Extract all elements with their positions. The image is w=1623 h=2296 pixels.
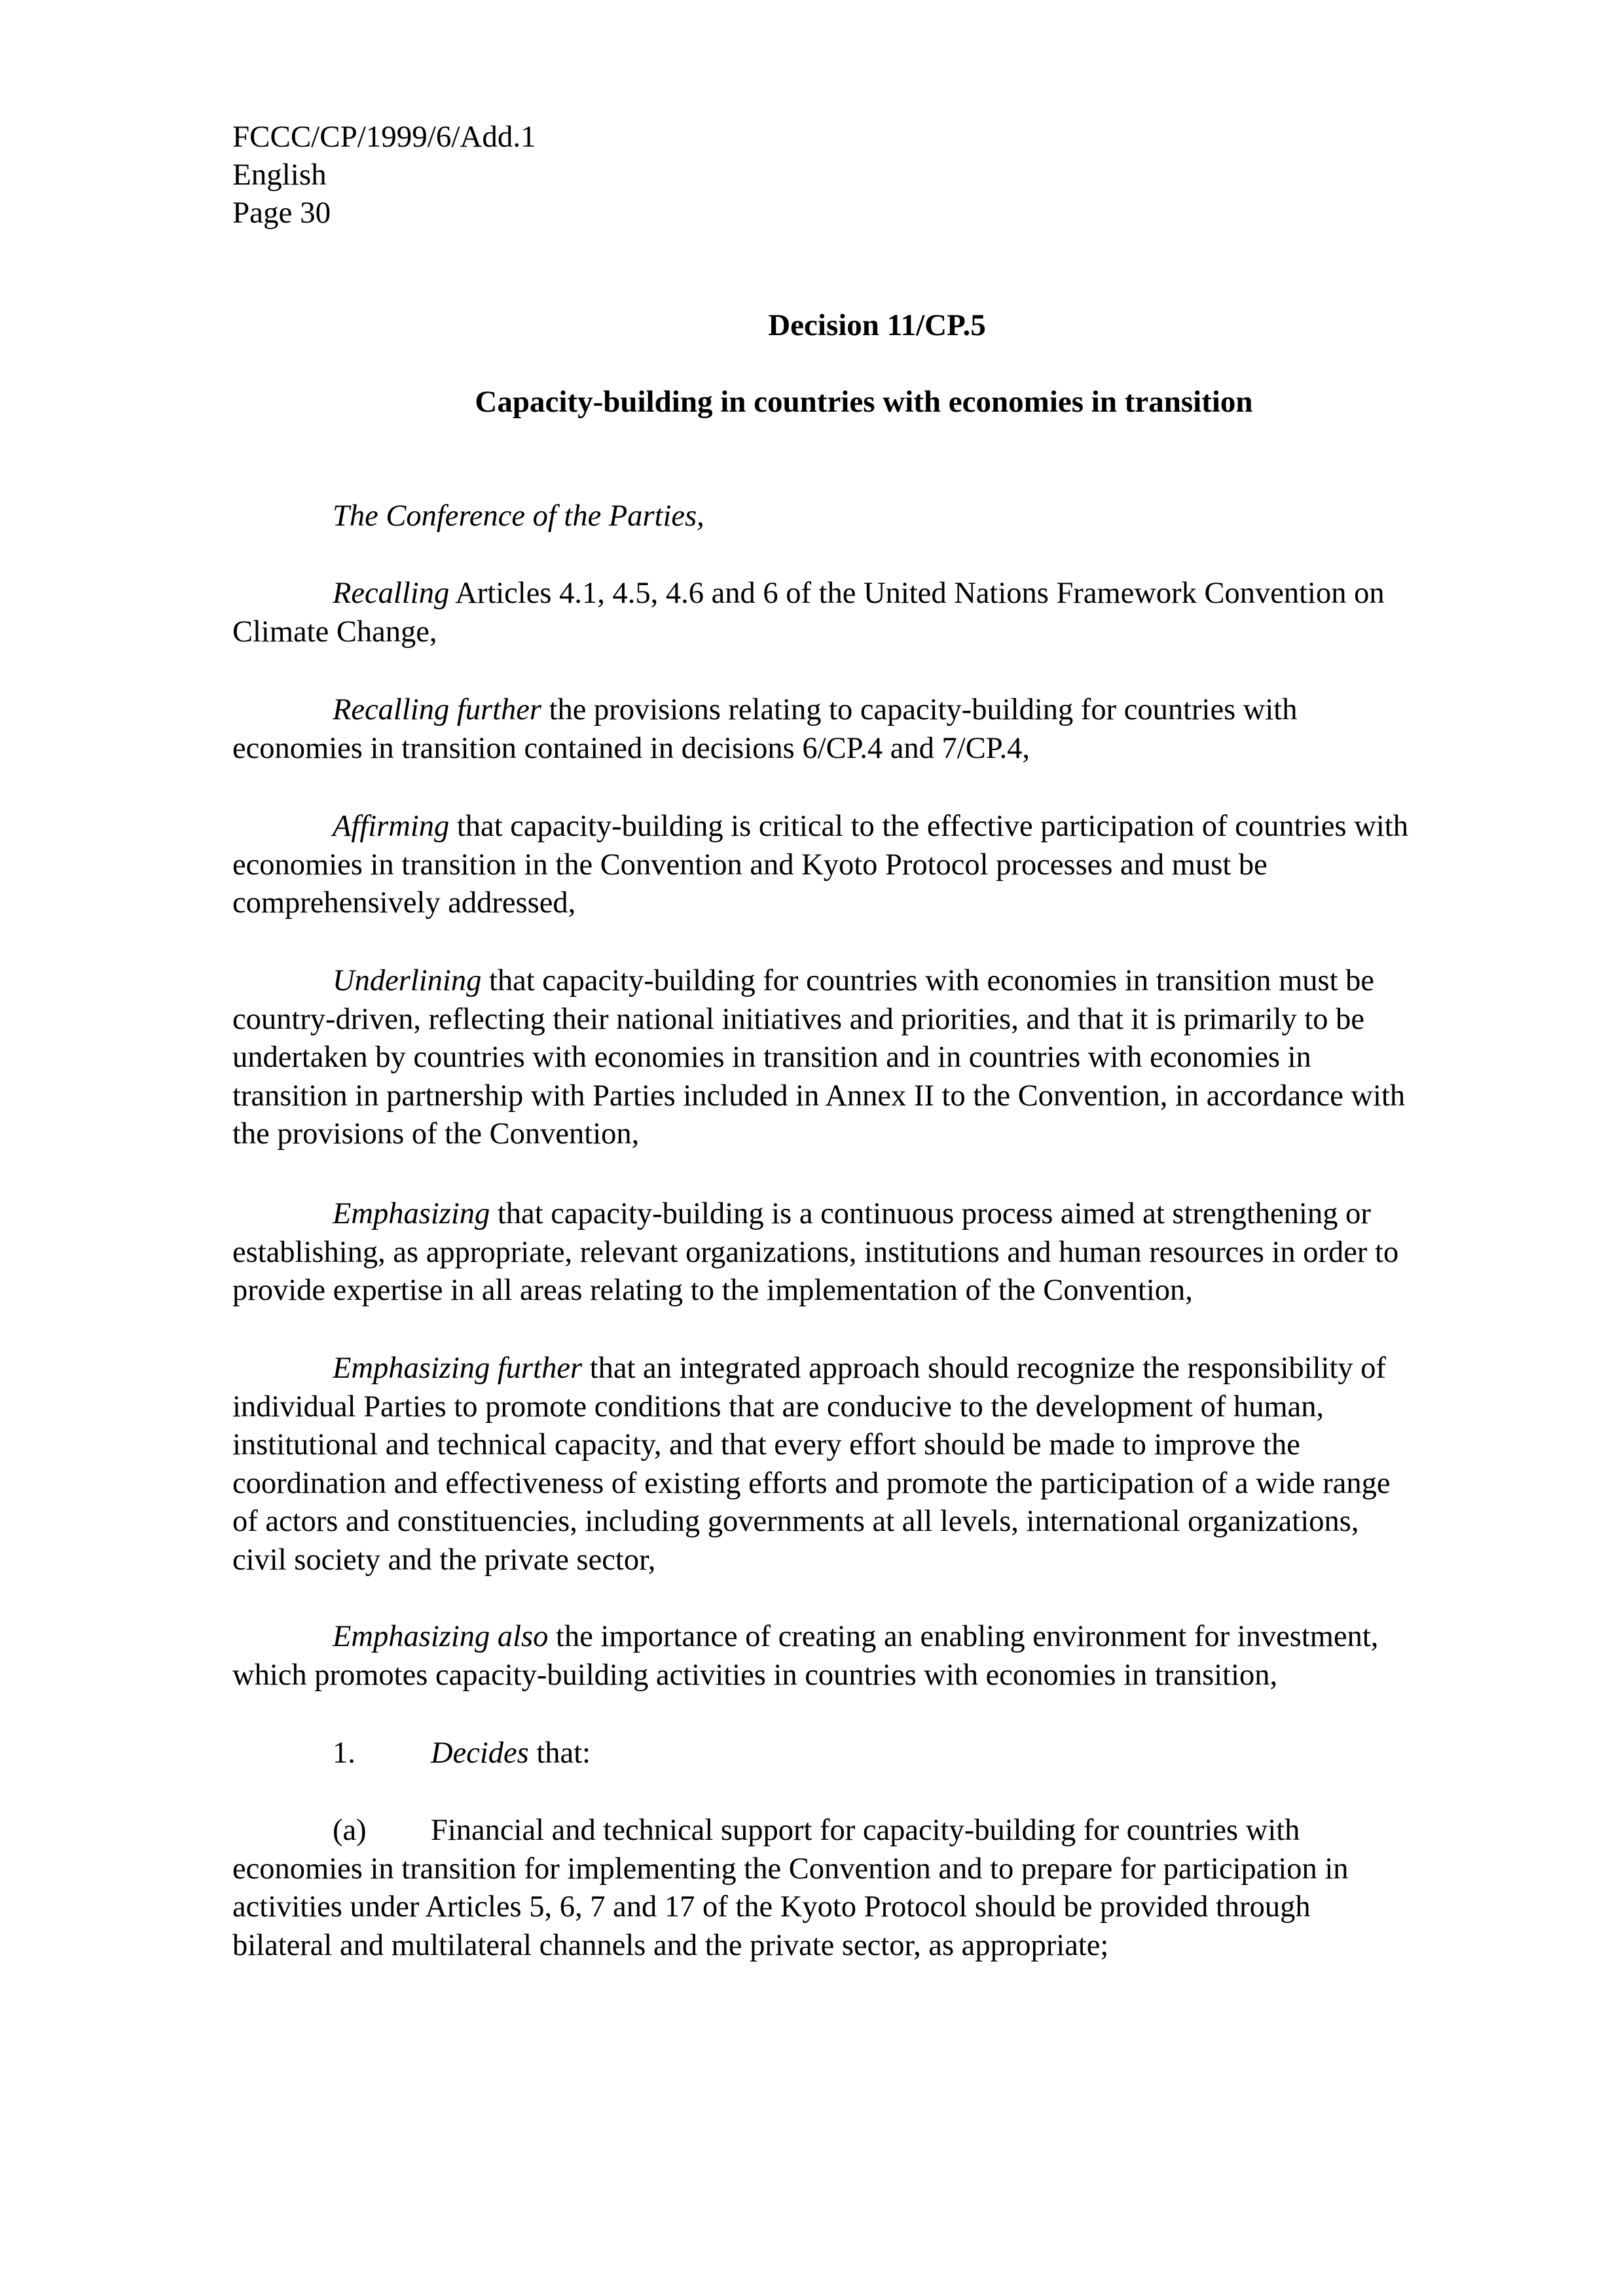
preamble-paragraph-emphasizing <box>232 1195 1512 1310</box>
page-number: Page 30 <box>232 196 331 230</box>
lead-word: Emphasizing <box>333 1197 490 1230</box>
operative-paragraph-1 <box>232 1734 1512 1773</box>
operative-verb: Decides <box>431 1736 529 1770</box>
paragraph-line: that capacity-building is a continuous process aimed at strengthening or <box>490 1197 1371 1230</box>
paragraph-line: the provisions of the Convention, <box>232 1117 640 1151</box>
paragraph-line: economies in transition in the Convention and Kyoto Protocol processes and must be <box>232 848 1267 882</box>
operative-rest: that: <box>528 1736 591 1770</box>
preamble-paragraph-recalling <box>232 575 1512 651</box>
decision-subject: Capacity-building in countries with economies in transition <box>475 385 1253 419</box>
paragraph-line: of actors and constituencies, including governments at all levels, international organizations, <box>232 1505 1359 1538</box>
paragraph-line: activities under Articles 5, 6, 7 and 17 of the Kyoto Protocol should be provided through <box>232 1890 1311 1924</box>
paragraph-line: Financial and technical support for capacity-building for countries with <box>431 1814 1300 1847</box>
paragraph-number: 1. <box>333 1736 356 1770</box>
preamble-paragraph-affirming <box>232 808 1512 923</box>
paragraph-line: provide expertise in all areas relating to the implementation of the Convention, <box>232 1274 1193 1307</box>
paragraph-line: Articles 4.1, 4.5, 4.6 and 6 of the United Nations Framework Convention on <box>449 577 1385 610</box>
paragraph-line: which promotes capacity-building activities in countries with economies in transition, <box>232 1658 1278 1692</box>
lead-word: Underlining <box>333 964 482 997</box>
paragraph-line: that capacity-building is critical to the effective participation of countries with <box>449 810 1408 843</box>
document-header <box>232 118 536 232</box>
paragraph-line: institutional and technical capacity, and that every effort should be made to improve the <box>232 1428 1300 1462</box>
paragraph-line: country-driven, reflecting their national initiatives and priorities, and that it is primarily to be <box>232 1002 1365 1036</box>
lead-word: Emphasizing further <box>333 1352 583 1385</box>
paragraph-line: that capacity-building for countries with economies in transition must be <box>481 964 1375 997</box>
paragraph-line: comprehensively addressed, <box>232 886 576 920</box>
document-symbol: FCCC/CP/1999/6/Add.1 <box>232 120 536 154</box>
paragraph-line: economies in transition for implementing the Convention and to prepare for participation in <box>232 1852 1349 1886</box>
paragraph-line: civil society and the private sector, <box>232 1543 656 1577</box>
preamble-paragraph-emphasizing-also <box>232 1618 1512 1695</box>
lead-word: Recalling further <box>333 693 541 726</box>
preamble-paragraph-underlining <box>232 962 1512 1154</box>
paragraph-line: Climate Change, <box>232 615 437 649</box>
preamble-paragraph-emphasizing-further <box>232 1350 1512 1579</box>
paragraph-line: transition in partnership with Parties included in Annex II to the Convention, in accordance with <box>232 1079 1406 1113</box>
paragraph-line: economies in transition contained in decisions 6/CP.4 and 7/CP.4, <box>232 731 1030 765</box>
preamble-opening <box>232 497 1512 536</box>
paragraph-line: coordination and effectiveness of existing efforts and promote the participation of a wide range <box>232 1466 1391 1500</box>
lead-word: Emphasizing also <box>333 1620 549 1653</box>
subparagraph-label: (a) <box>333 1814 367 1847</box>
lead-word: Affirming <box>333 810 450 843</box>
paragraph-line: bilateral and multilateral channels and the private sector, as appropriate; <box>232 1928 1109 1962</box>
paragraph-line: that an integrated approach should recognize the responsibility of <box>582 1352 1387 1385</box>
paragraph-line: the importance of creating an enabling environment for investment, <box>548 1620 1379 1653</box>
subparagraph-a <box>232 1812 1512 1965</box>
opening-text: The Conference of the Parties, <box>333 499 704 533</box>
paragraph-line: undertaken by countries with economies in transition and in countries with economies in <box>232 1041 1311 1074</box>
paragraph-line: individual Parties to promote conditions that are conducive to the development of human, <box>232 1390 1324 1424</box>
document-language: English <box>232 158 327 192</box>
paragraph-line: the provisions relating to capacity-building for countries with <box>541 693 1298 726</box>
decision-title: Decision 11/CP.5 <box>768 308 986 342</box>
preamble-paragraph-recalling-further <box>232 691 1512 768</box>
lead-word: Recalling <box>333 577 450 610</box>
paragraph-line: establishing, as appropriate, relevant organizations, institutions and human resources in order to <box>232 1235 1399 1269</box>
